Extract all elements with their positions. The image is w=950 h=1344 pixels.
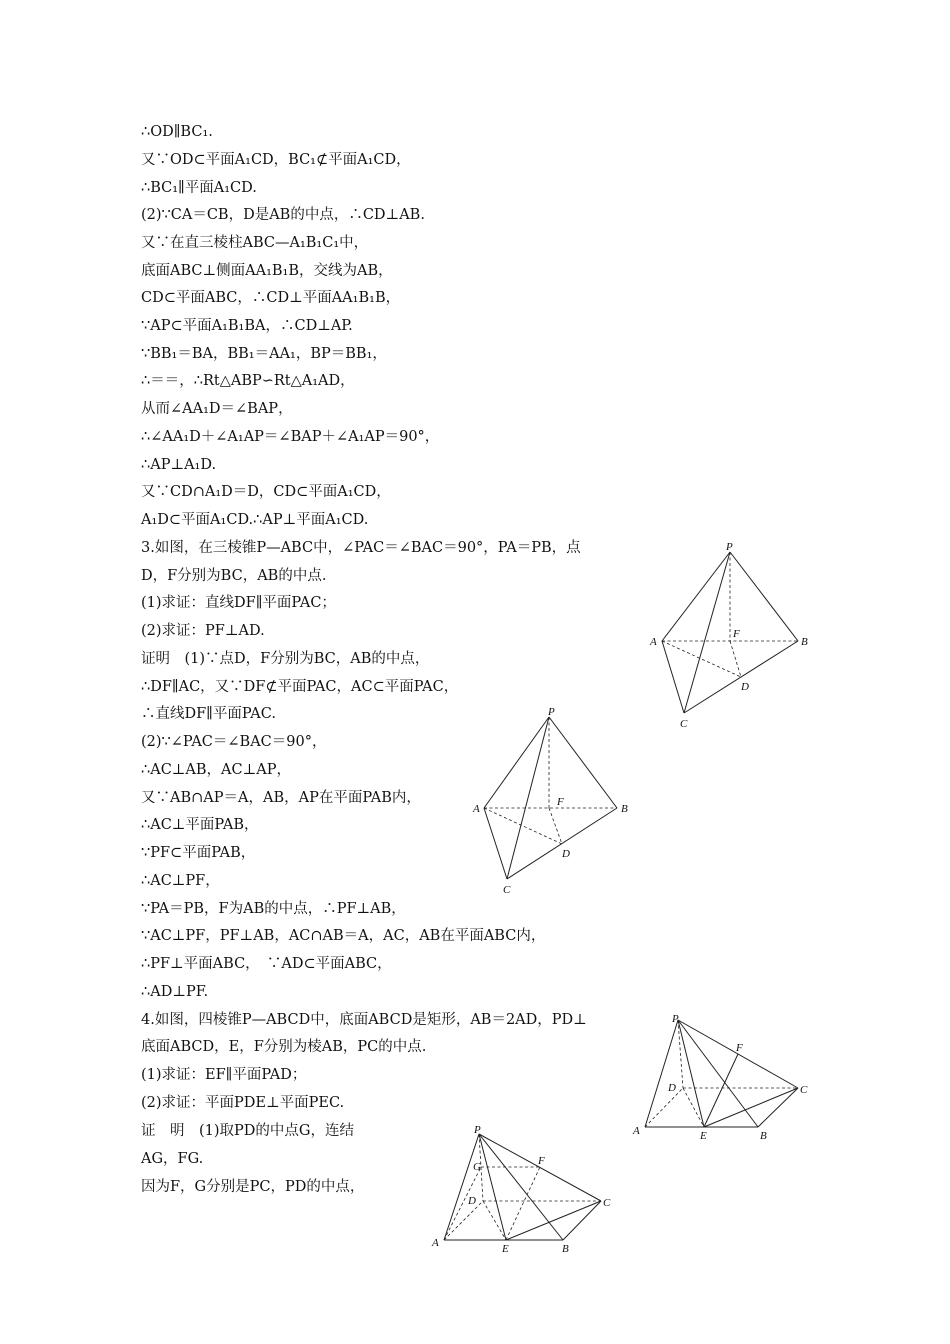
label-E: E bbox=[700, 1130, 707, 1142]
edge-PE bbox=[678, 1020, 704, 1127]
text-line: (2)求证：平面PDE⊥平面PEC. bbox=[141, 1095, 345, 1111]
label-D: D bbox=[562, 848, 570, 860]
edge-PB bbox=[549, 717, 617, 808]
text-line: 又∵OD⊂平面A₁CD，BC₁⊄平面A₁CD， bbox=[141, 152, 411, 168]
label-B: B bbox=[801, 636, 808, 648]
text-line: ∴AD⊥PF. bbox=[141, 984, 209, 1000]
text-line: ∴直线DF∥平面PAC. bbox=[141, 706, 276, 722]
label-B: B bbox=[621, 803, 628, 815]
edge-AC bbox=[662, 641, 684, 713]
text-line: CD⊂平面ABC，∴CD⊥平面AA₁B₁B， bbox=[141, 290, 401, 306]
text-line: (2)∵CA＝CB，D是AB的中点，∴CD⊥AB. bbox=[141, 207, 425, 223]
edge-PA bbox=[645, 1020, 678, 1127]
text-line: A₁D⊂平面A₁CD.∴AP⊥平面A₁CD. bbox=[141, 512, 369, 528]
label-F: F bbox=[736, 1042, 743, 1054]
text-line: ∵BB₁＝BA，BB₁＝AA₁，BP＝BB₁， bbox=[141, 346, 387, 362]
text-line: 证明 (1)∵点D，F分别为BC，AB的中点， bbox=[141, 651, 430, 667]
segment-EF bbox=[704, 1054, 738, 1127]
label-D: D bbox=[668, 1082, 676, 1094]
text-line: (1)求证：EF∥平面PAD； bbox=[141, 1067, 307, 1083]
edge-PC bbox=[479, 1134, 601, 1201]
label-D: D bbox=[741, 681, 749, 693]
text-line: ∴PF⊥平面ABC， ∵AD⊂平面ABC， bbox=[141, 956, 392, 972]
pyramid-figure-4 bbox=[428, 1120, 623, 1260]
text-line: 从而∠AA₁D＝∠BAP， bbox=[141, 401, 293, 417]
text-line: (2)∵∠PAC＝∠BAC＝90°， bbox=[141, 734, 327, 750]
text-line: ∴BC₁∥平面A₁CD. bbox=[141, 180, 257, 196]
text-line: 又∵CD∩A₁D＝D，CD⊂平面A₁CD， bbox=[141, 484, 391, 500]
label-D: D bbox=[468, 1195, 476, 1207]
segment-DE bbox=[683, 1088, 704, 1127]
edge-AC bbox=[484, 808, 507, 879]
label-B: B bbox=[760, 1130, 767, 1142]
text-line: (2)求证：PF⊥AD. bbox=[141, 623, 265, 639]
edge-PA bbox=[662, 552, 730, 641]
pyramid-figure-2 bbox=[462, 700, 652, 900]
text-line: ∴∠AA₁D＋∠A₁AP＝∠BAP＋∠A₁AP＝90°， bbox=[141, 429, 440, 445]
text-line: 底面ABCD，E，F分别为棱AB，PC的中点. bbox=[141, 1039, 427, 1055]
edge-PB bbox=[730, 552, 798, 641]
label-F: F bbox=[733, 628, 740, 640]
text-line: ∴＝＝，∴Rt△ABP∽Rt△A₁AD， bbox=[141, 373, 355, 389]
label-F: F bbox=[557, 796, 564, 808]
text-line: 又∵在直三棱柱ABC—A₁B₁C₁中， bbox=[141, 235, 369, 251]
edge-CB bbox=[507, 808, 617, 879]
text-line: AG，FG. bbox=[141, 1151, 204, 1167]
edge-PB bbox=[479, 1134, 563, 1240]
text-line: ∴AP⊥A₁D. bbox=[141, 457, 217, 473]
edge-PA bbox=[484, 717, 549, 808]
segment-AD bbox=[662, 641, 741, 677]
label-A: A bbox=[650, 636, 657, 648]
text-line: D，F分别为BC，AB的中点. bbox=[141, 568, 327, 584]
label-P: P bbox=[474, 1124, 481, 1136]
text-line: (1)求证：直线DF∥平面PAC； bbox=[141, 595, 336, 611]
label-P: P bbox=[726, 541, 733, 553]
text-line: ∵AC⊥PF，PF⊥AB，AC∩AB＝A，AC，AB在平面ABC内， bbox=[141, 928, 546, 944]
text-line: 4.如图，四棱锥P—ABCD中，底面ABCD是矩形，AB＝2AD，PD⊥ bbox=[141, 1012, 587, 1028]
segment-DE bbox=[483, 1201, 506, 1240]
text-line: ∴DF∥AC，又∵DF⊄平面PAC，AC⊂平面PAC， bbox=[141, 679, 459, 695]
segment-EF bbox=[506, 1167, 540, 1240]
label-C: C bbox=[800, 1084, 808, 1096]
label-C: C bbox=[503, 884, 511, 896]
text-line: ∴AC⊥平面PAB， bbox=[141, 817, 259, 833]
pyramid-figure-3 bbox=[625, 1008, 820, 1148]
pyramid-figure-1 bbox=[640, 540, 850, 740]
edge-BC bbox=[563, 1201, 601, 1240]
label-A: A bbox=[432, 1237, 439, 1249]
segment-AD bbox=[484, 808, 562, 844]
text-line: ∴OD∥BC₁. bbox=[141, 124, 213, 140]
label-C: C bbox=[680, 718, 688, 730]
edge-PB bbox=[678, 1020, 758, 1127]
edge-PA bbox=[444, 1134, 479, 1240]
label-A: A bbox=[633, 1125, 640, 1137]
text-line: 3.如图，在三棱锥P—ABC中，∠PAC＝∠BAC＝90°，PA＝PB，点 bbox=[141, 540, 581, 556]
edge-PC bbox=[507, 717, 549, 879]
label-B: B bbox=[562, 1243, 569, 1255]
text-line: ∵PA＝PB，F为AB的中点，∴PF⊥AB， bbox=[141, 901, 406, 917]
text-line: ∴AC⊥AB，AC⊥AP， bbox=[141, 762, 291, 778]
text-line: ∵PF⊂平面PAB， bbox=[141, 845, 256, 861]
text-line: 底面ABC⊥侧面AA₁B₁B，交线为AB， bbox=[141, 263, 393, 279]
text-line: ∴AC⊥PF， bbox=[141, 873, 220, 889]
label-G: G bbox=[473, 1161, 481, 1173]
label-E: E bbox=[502, 1243, 509, 1255]
segment-FD bbox=[730, 641, 741, 677]
label-C: C bbox=[603, 1197, 611, 1209]
edge-AD bbox=[444, 1201, 483, 1240]
label-P: P bbox=[672, 1013, 679, 1025]
label-F: F bbox=[538, 1155, 545, 1167]
text-line: 证 明 (1)取PD的中点G，连结 bbox=[141, 1123, 355, 1139]
text-line: 因为F，G分别是PC，PD的中点， bbox=[141, 1179, 365, 1195]
edge-EC bbox=[704, 1088, 798, 1127]
text-line: 又∵AB∩AP＝A，AB，AP在平面PAB内， bbox=[141, 790, 421, 806]
edge-BC bbox=[758, 1088, 798, 1127]
label-A: A bbox=[473, 803, 480, 815]
edge-PE bbox=[479, 1134, 506, 1240]
edge-EC bbox=[506, 1201, 601, 1240]
text-line: ∵AP⊂平面A₁B₁BA，∴CD⊥AP. bbox=[141, 318, 353, 334]
label-P: P bbox=[548, 706, 555, 718]
